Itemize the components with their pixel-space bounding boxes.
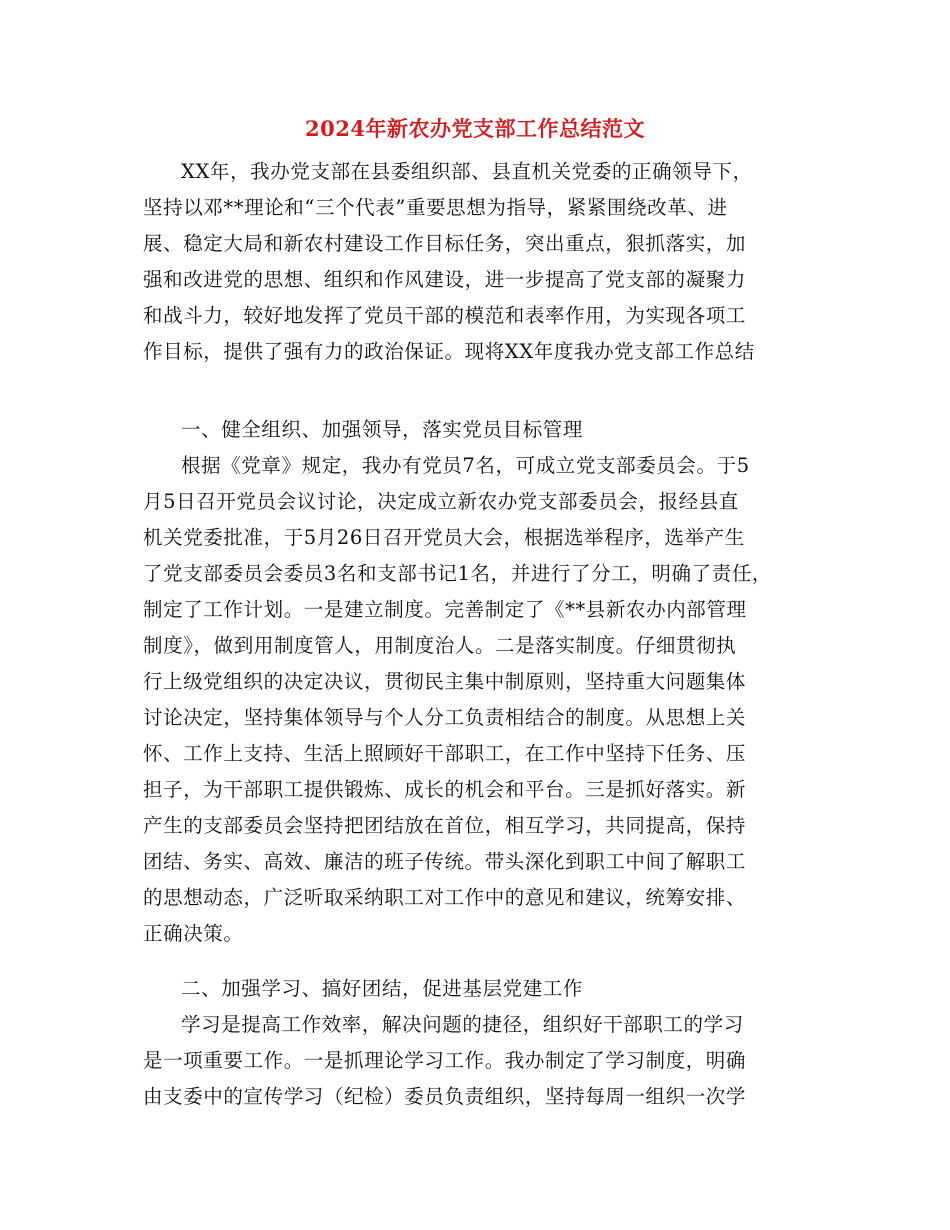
paragraph-line: 制度》，做到用制度管人，用制度治人。二是落实制度。仔细贯彻执 xyxy=(143,634,737,657)
paragraph-line: 机关党委批准，于5月26日召开党员大会，根据选举程序，选举产生 xyxy=(143,526,745,549)
paragraph-line: 强和改进党的思想、组织和作风建设，进一步提高了党支部的凝聚力 xyxy=(143,268,747,291)
paragraph-line: XX年，我办党支部在县委组织部、县直机关党委的正确领导下， xyxy=(181,160,753,183)
paragraph-line: 坚持以邓**理论和“三个代表”重要思想为指导，紧紧围绕改革、进 xyxy=(143,196,728,219)
section-heading: 二、加强学习、搞好团结，促进基层党建工作 xyxy=(181,977,584,1000)
paragraph-line: 和战斗力，较好地发挥了党员干部的模范和表率作用，为实现各项工 xyxy=(143,304,747,327)
paragraph-line: 制定了工作计划。一是建立制度。完善制定了《**县新农办内部管理 xyxy=(143,598,747,621)
paragraph-line: 学习是提高工作效率，解决问题的捷径，组织好干部职工的学习 xyxy=(181,1013,744,1036)
paragraph-line: 作目标，提供了强有力的政治保证。现将XX年度我办党支部工作总结 xyxy=(143,340,755,363)
paragraph-line: 由支委中的宣传学习（纪检）委员负责组织，坚持每周一组织一次学 xyxy=(143,1085,747,1108)
paragraph-line: 怀、工作上支持、生活上照顾好干部职工，在工作中坚持下任务、压 xyxy=(143,742,747,765)
paragraph-line: 了党支部委员会委员3名和支部书记1名，并进行了分工，明确了责任， xyxy=(143,562,773,585)
paragraph-line: 担子，为干部职工提供锻炼、成长的机会和平台。三是抓好落实。新 xyxy=(143,778,747,801)
paragraph-line: 正确决策。 xyxy=(143,922,244,945)
document-title: 2024年新农办党支部工作总结范文 xyxy=(305,116,645,141)
paragraph-line: 的思想动态，广泛听取采纳职工对工作中的意见和建议，统筹安排、 xyxy=(143,886,747,909)
paragraph-line: 行上级党组织的决定决议，贯彻民主集中制原则，坚持重大问题集体 xyxy=(143,670,747,693)
paragraph-line: 产生的支部委员会坚持把团结放在首位，相互学习，共同提高，保持 xyxy=(143,814,747,837)
paragraph-line: 展、稳定大局和新农村建设工作目标任务，突出重点，狠抓落实，加 xyxy=(143,232,747,255)
paragraph-line: 月5日召开党员会议讨论，决定成立新农办党支部委员会，报经县直 xyxy=(143,490,739,513)
paragraph-line: 讨论决定，坚持集体领导与个人分工负责相结合的制度。从思想上关 xyxy=(143,706,747,729)
paragraph-line: 团结、务实、高效、廉洁的班子传统。带头深化到职工中间了解职工 xyxy=(143,850,747,873)
section-heading: 一、健全组织、加强领导，落实党员目标管理 xyxy=(181,418,584,441)
paragraph-line: 根据《党章》规定，我办有党员7名，可成立党支部委员会。于5 xyxy=(181,454,750,477)
paragraph-line: 是一项重要工作。一是抓理论学习工作。我办制定了学习制度，明确 xyxy=(143,1049,747,1072)
